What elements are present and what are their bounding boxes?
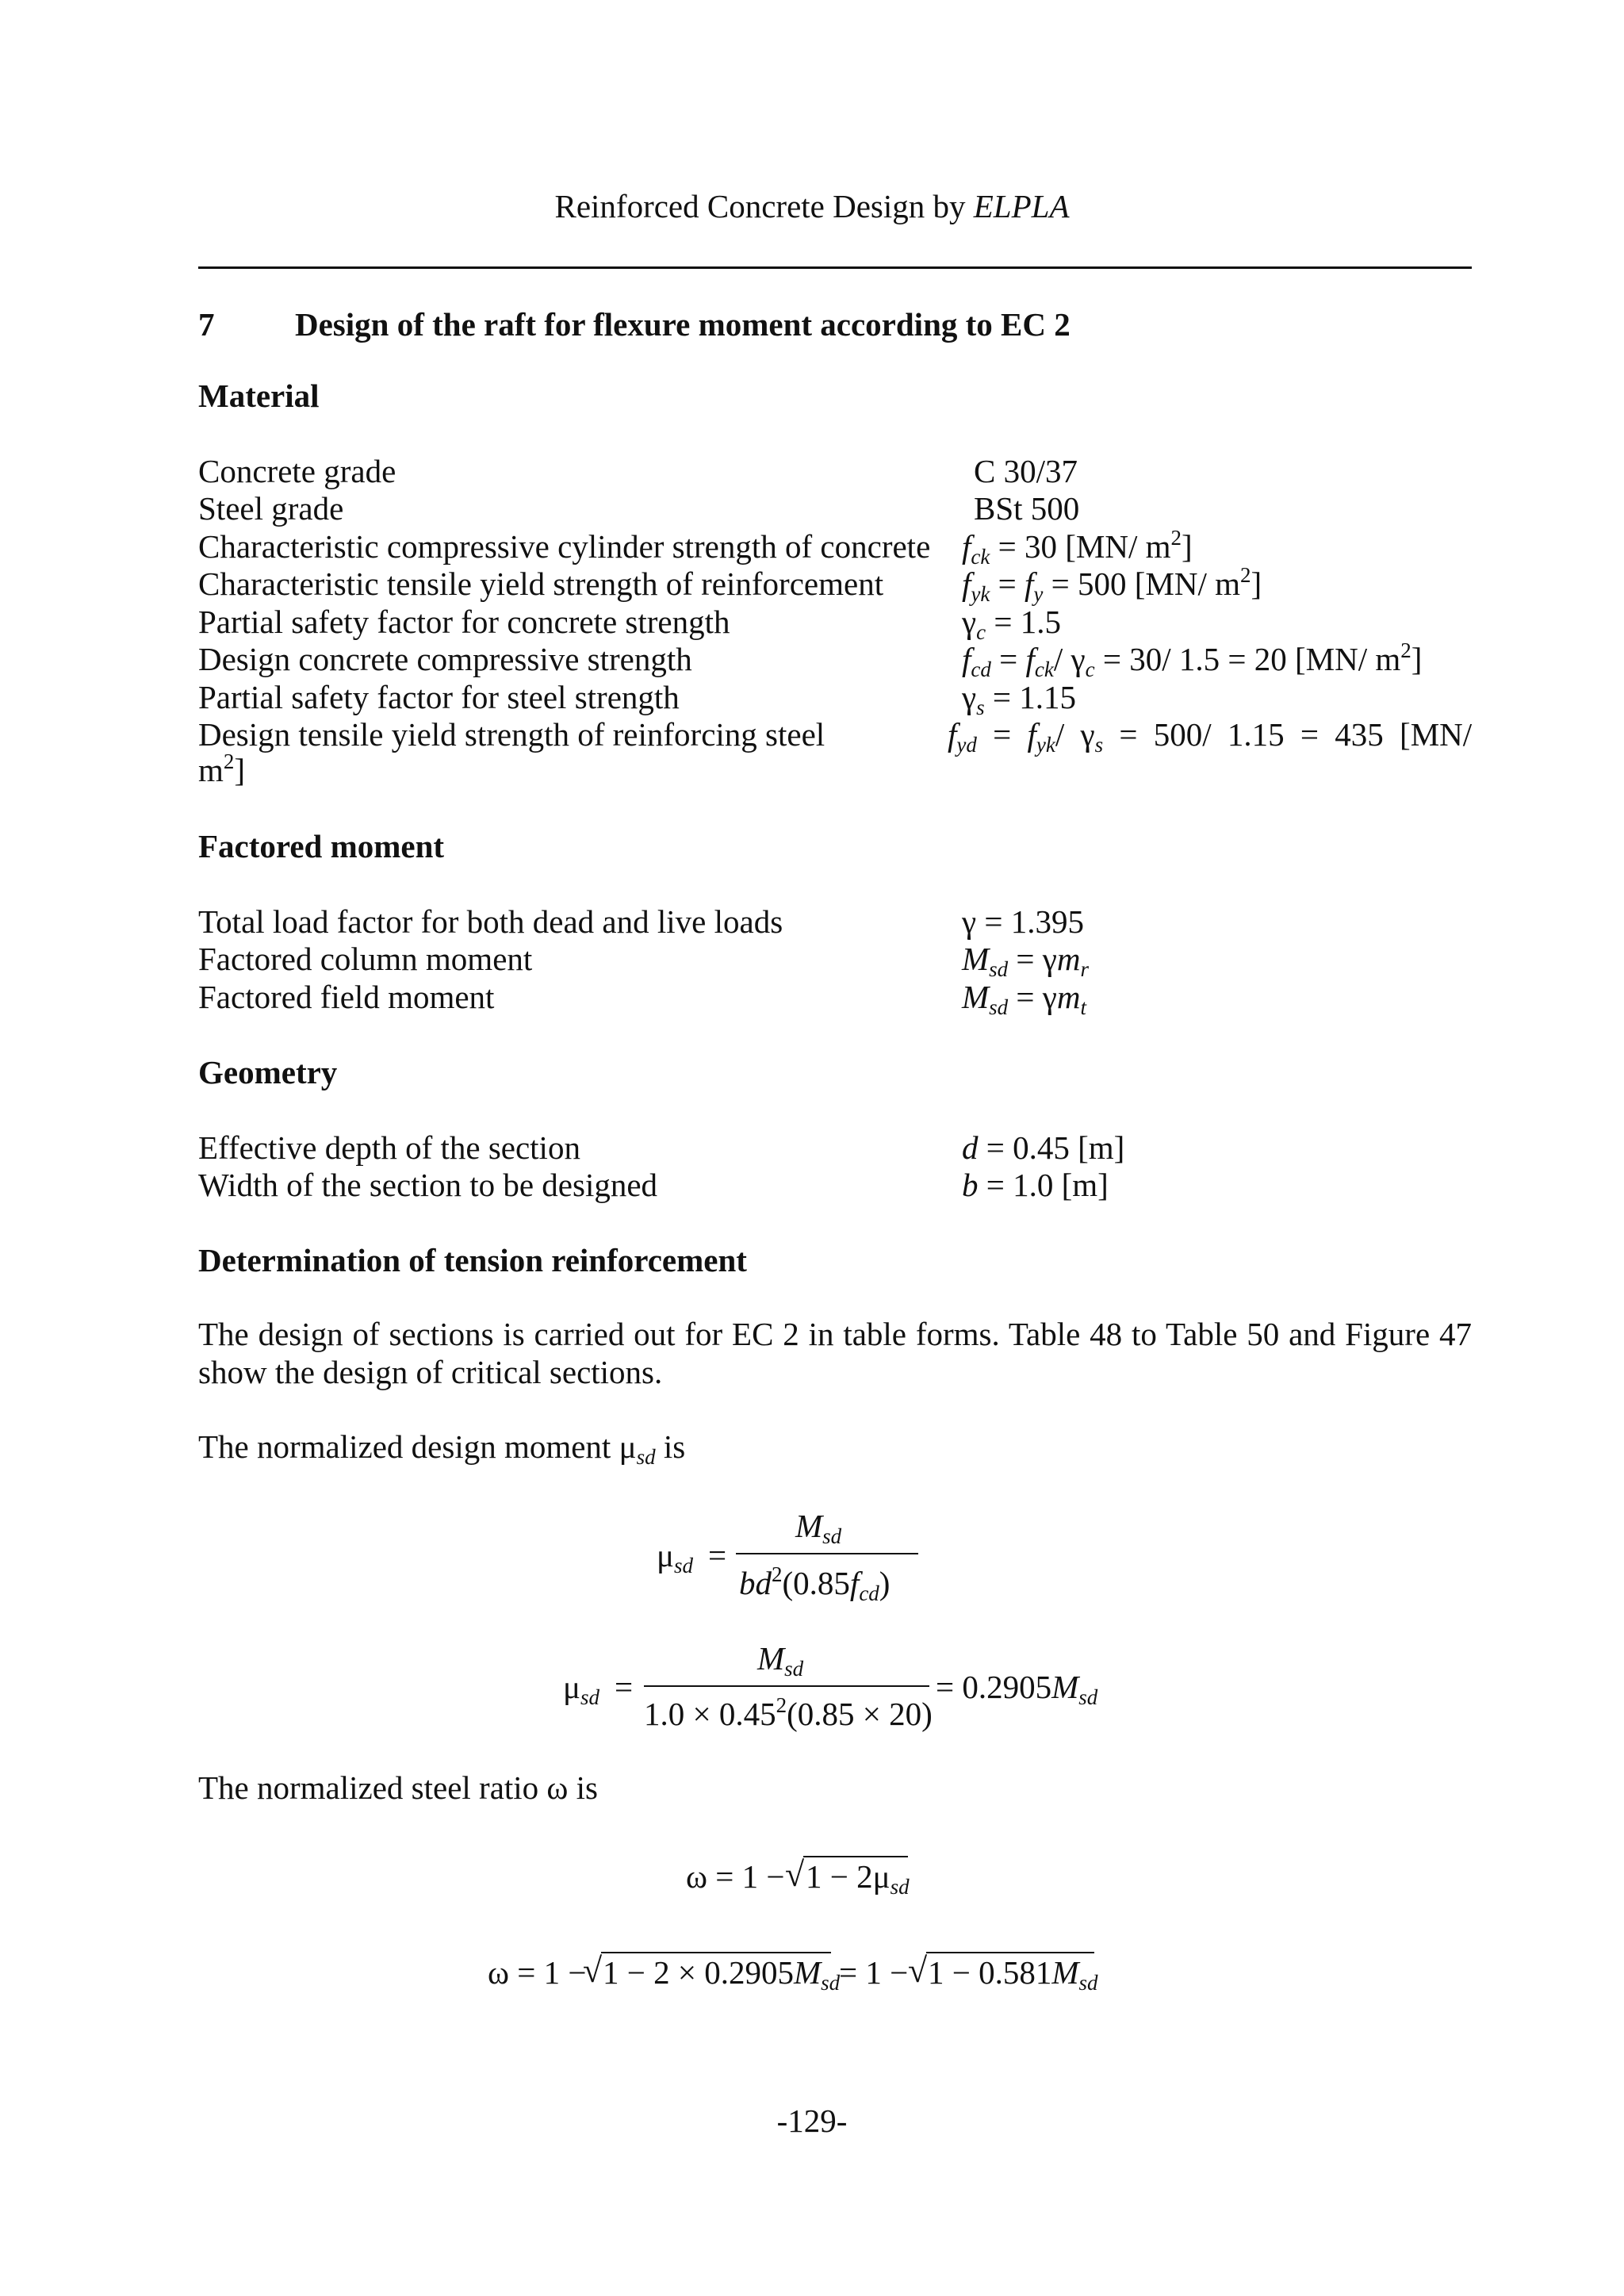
eq1-lhs: $\mu_{sd}$ bbox=[657, 1537, 693, 1577]
eq1-denominator: $bd^2(0.85f_{cd})$ bbox=[739, 1562, 891, 1605]
eq4-radicand-1: $1 - 2 \times 0.2905M_{sd}$ bbox=[603, 1954, 841, 1995]
eq1-numerator: $M_{sd}$ bbox=[795, 1508, 842, 1548]
material-row-value: $f_{yd} = f_{yk}/$ $\gamma_s = 500/$ 1.15 = 435 [MN/ bbox=[948, 716, 1473, 757]
geometry-row-label: Effective depth of the section bbox=[198, 1129, 580, 1166]
eq4-lhs: ω = 1 − bbox=[488, 1954, 587, 1991]
eq2-numerator: $M_{sd}$ bbox=[757, 1640, 804, 1681]
eq1-equals: = bbox=[708, 1537, 727, 1573]
eq2-rhs: = $0.2905M_{sd}$ bbox=[936, 1669, 1098, 1709]
eq3-radicand: $1 - 2\mu_{sd}$ bbox=[806, 1858, 910, 1899]
factored-row-label: Total load factor for both dead and live loads bbox=[198, 903, 783, 940]
material-row-label: Design tensile yield strength of reinforcing steel bbox=[198, 716, 825, 753]
tension-paragraph: The design of sections is carried out for EC 2 in table forms. Table 48 to Table 50 and Figure 47 show the design of critical sections. bbox=[198, 1316, 1472, 1390]
normalized-moment-text: The normalized design moment $\mu_{sd}$ is bbox=[198, 1428, 686, 1469]
eq4-middle: = 1 − bbox=[839, 1954, 909, 1991]
material-row-value: $\gamma_c = 1.5$ bbox=[962, 604, 1061, 644]
material-row-value: C 30/37 bbox=[974, 453, 1078, 489]
material-row-value: $f_{cd} = f_{ck}/$ $\gamma_c = 30/$ 1.5 = 20 [MN/ $m^2$] bbox=[962, 638, 1423, 681]
material-row-label: Characteristic tensile yield strength of reinforcement bbox=[198, 565, 884, 602]
geometry-row-value: b = 1.0 [m] bbox=[962, 1167, 1109, 1203]
material-row-value-wrap: $m^2$] bbox=[198, 749, 246, 788]
eq2-lhs: $\mu_{sd}$ bbox=[563, 1669, 599, 1709]
material-row-label: Design concrete compressive strength bbox=[198, 641, 692, 677]
material-row-value: BSt 500 bbox=[974, 490, 1080, 527]
material-row-value: $f_{ck} = 30$ [MN/ $m^2$] bbox=[962, 526, 1193, 569]
geometry-heading: Geometry bbox=[198, 1054, 338, 1091]
factored-row-value: $M_{sd} = \gamma m_t$ bbox=[962, 979, 1087, 1019]
material-row-value: $\gamma_s = 1.15$ bbox=[962, 679, 1077, 719]
eq3-lhs: ω = 1 − bbox=[686, 1858, 785, 1895]
section-number: 7 bbox=[198, 306, 215, 343]
factored-row-value: γ = 1.395 bbox=[962, 903, 1084, 940]
material-row-label: Partial safety factor for concrete strength bbox=[198, 604, 730, 640]
eq1-fraction-bar bbox=[736, 1553, 918, 1554]
tension-heading: Determination of tension reinforcement bbox=[198, 1242, 747, 1278]
page-number: -129- bbox=[776, 2102, 848, 2139]
header-title: Reinforced Concrete Design by bbox=[554, 188, 974, 224]
material-row-label: Concrete grade bbox=[198, 453, 396, 489]
factored-row-value: $M_{sd} = \gamma m_r$ bbox=[962, 941, 1090, 981]
material-row-label: Steel grade bbox=[198, 490, 344, 527]
factored-heading: Factored moment bbox=[198, 828, 445, 864]
running-header bbox=[0, 187, 1624, 225]
geometry-row-label: Width of the section to be designed bbox=[198, 1167, 658, 1203]
header-rule bbox=[198, 266, 1472, 269]
eq3-sqrt-icon: √ bbox=[785, 1855, 805, 1894]
section-title: Design of the raft for flexure moment according to EC 2 bbox=[295, 306, 1071, 343]
eq4-sqrt-icon-2: √ bbox=[908, 1951, 928, 1990]
material-heading: Material bbox=[198, 378, 320, 414]
steel-ratio-text: The normalized steel ratio ω is bbox=[198, 1769, 599, 1806]
factored-row-label: Factored column moment bbox=[198, 941, 533, 977]
geometry-row-value: d = 0.45 [m] bbox=[962, 1129, 1125, 1166]
eq2-fraction-bar bbox=[644, 1685, 929, 1687]
eq2-denominator: $1.0 \times 0.45^2(0.85 \times 20)$ bbox=[644, 1693, 933, 1732]
eq4-radicand-2: $1 - 0.581M_{sd}$ bbox=[928, 1954, 1098, 1995]
material-row-label: Partial safety factor for steel strength bbox=[198, 679, 680, 715]
eq4-sqrt-icon: √ bbox=[583, 1951, 603, 1990]
factored-row-label: Factored field moment bbox=[198, 979, 495, 1015]
header-title-italic: ELPLA bbox=[973, 188, 1070, 224]
eq2-equals: = bbox=[615, 1669, 634, 1705]
material-row-label: Characteristic compressive cylinder strength of concrete bbox=[198, 528, 931, 565]
material-row-value: $f_{yk} = f_y = 500$ [MN/ $m^2$] bbox=[962, 563, 1262, 606]
